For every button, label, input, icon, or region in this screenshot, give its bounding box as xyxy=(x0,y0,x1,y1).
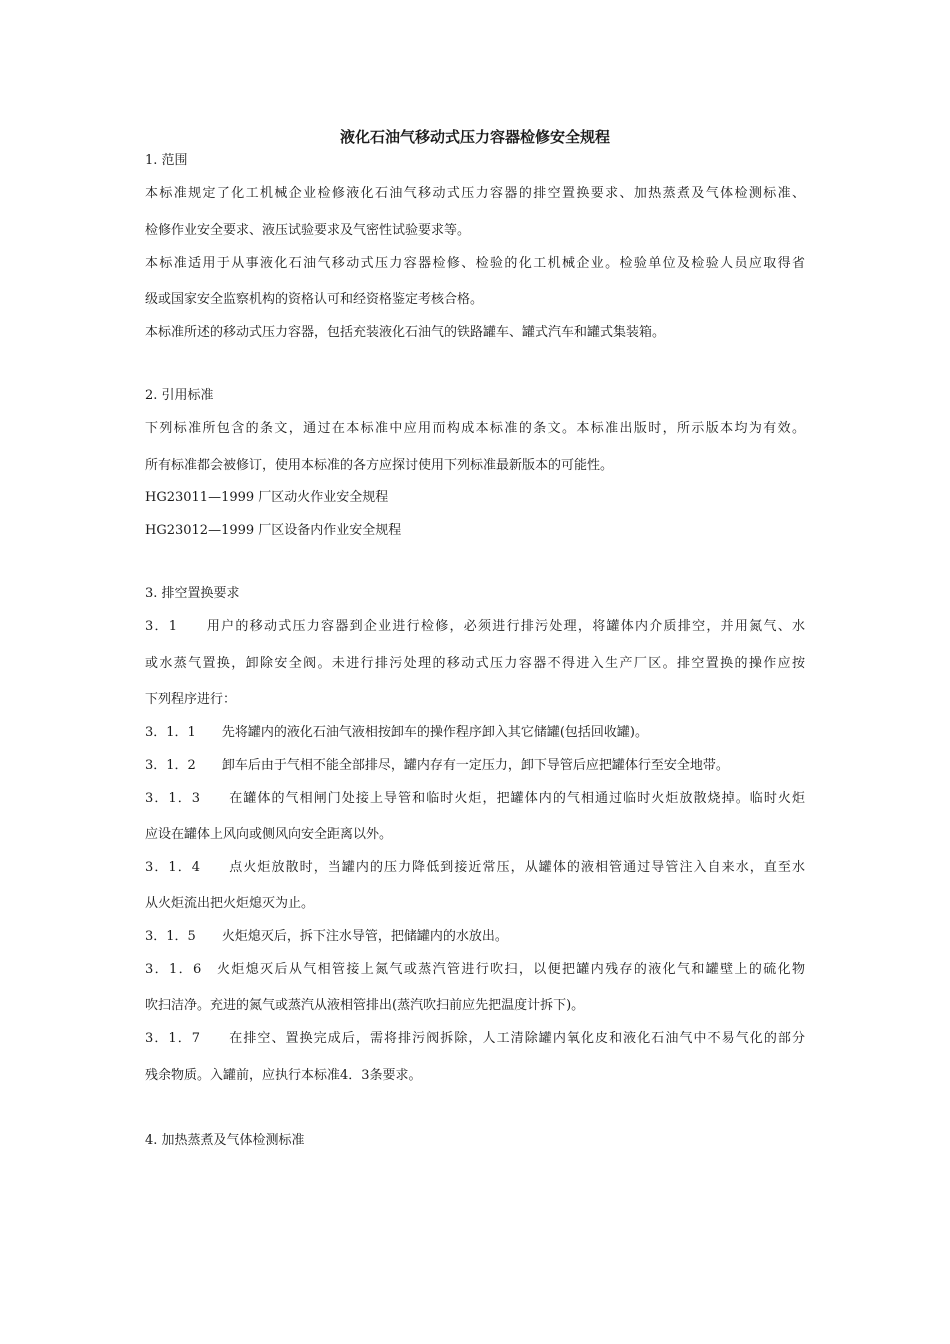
reference-item: HG23011—1999 厂区动火作业安全规程 xyxy=(145,490,389,505)
clause-3-1-7: 3．1．7 在排空、置换完成后，需将排污阀拆除，人工清除罐内氧化皮和液化石油气中不易气化的部分 xyxy=(145,1031,805,1046)
reference-item: HG23012—1999 厂区设备内作业安全规程 xyxy=(145,523,402,538)
paragraph-line: 本标准所述的移动式压力容器，包括充装液化石油气的铁路罐车、罐式汽车和罐式集装箱。 xyxy=(145,325,666,340)
paragraph-line: 下列程序进行： xyxy=(145,692,237,707)
section-heading-purge: 3. 排空置换要求 xyxy=(145,586,240,601)
paragraph-line: 本标准适用于从事液化石油气移动式压力容器检修、检验的化工机械企业。检验单位及检验人员应取得省 xyxy=(145,256,805,271)
paragraph-line: 所有标准都会被修订，使用本标准的各方应探讨使用下列标准最新版本的可能性。 xyxy=(145,458,614,473)
section-heading-heating: 4. 加热蒸煮及气体检测标准 xyxy=(145,1133,305,1148)
paragraph-line: 本标准规定了化工机械企业检修液化石油气移动式压力容器的排空置换要求、加热蒸煮及气体检测标准、 xyxy=(145,186,805,201)
section-heading-scope: 1. 范围 xyxy=(145,153,188,168)
clause-3-1-4: 3．1．4 点火炬放散时，当罐内的压力降低到接近常压，从罐体的液相管通过导管注入自来水，直至水 xyxy=(145,860,805,875)
paragraph-line: 或水蒸气置换，卸除安全阀。未进行排污处理的移动式压力容器不得进入生产厂区。排空置换的操作应按 xyxy=(145,656,805,671)
paragraph-line: 下列标准所包含的条文，通过在本标准中应用而构成本标准的条文。本标准出版时，所示版本均为有效。 xyxy=(145,421,805,436)
paragraph-line: 应设在罐体上风向或侧风向安全距离以外。 xyxy=(145,827,393,842)
clause-3-1-1: 3．1．1 先将罐内的液化石油气液相按卸车的操作程序卸入其它储罐(包括回收罐)。 xyxy=(145,725,648,740)
paragraph-line: 3．1 用户的移动式压力容器到企业进行检修，必须进行排污处理，将罐体内介质排空，并用氮气、水 xyxy=(145,619,805,634)
document-title: 液化石油气移动式压力容器检修安全规程 xyxy=(339,128,610,146)
paragraph-line: 残余物质。入罐前，应执行本标准4．3条要求。 xyxy=(145,1068,422,1083)
paragraph-line: 从火炬流出把火炬熄灭为止。 xyxy=(145,896,315,911)
clause-3-1-6: 3．1．6 火炬熄灭后从气相管接上氮气或蒸汽管进行吹扫，以便把罐内残存的液化气和罐壁上的硫化物 xyxy=(145,962,805,977)
paragraph-line: 检修作业安全要求、液压试验要求及气密性试验要求等。 xyxy=(145,223,471,238)
clause-3-1-5: 3．1．5 火炬熄灭后，拆下注水导管，把储罐内的水放出。 xyxy=(145,929,508,944)
section-heading-references: 2. 引用标准 xyxy=(145,388,214,403)
clause-3-1-2: 3．1．2 卸车后由于气相不能全部排尽，罐内存有一定压力，卸下导管后应把罐体行至安全地带。 xyxy=(145,758,729,773)
clause-3-1-3: 3．1．3 在罐体的气相闸门处接上导管和临时火炬，把罐体内的气相通过临时火炬放散烧掉。临时火炬 xyxy=(145,791,805,806)
paragraph-line: 吹扫洁净。充进的氮气或蒸汽从液相管排出(蒸汽吹扫前应先把温度计拆下)。 xyxy=(145,998,585,1013)
paragraph-line: 级或国家安全监察机构的资格认可和经资格鉴定考核合格。 xyxy=(145,292,484,307)
